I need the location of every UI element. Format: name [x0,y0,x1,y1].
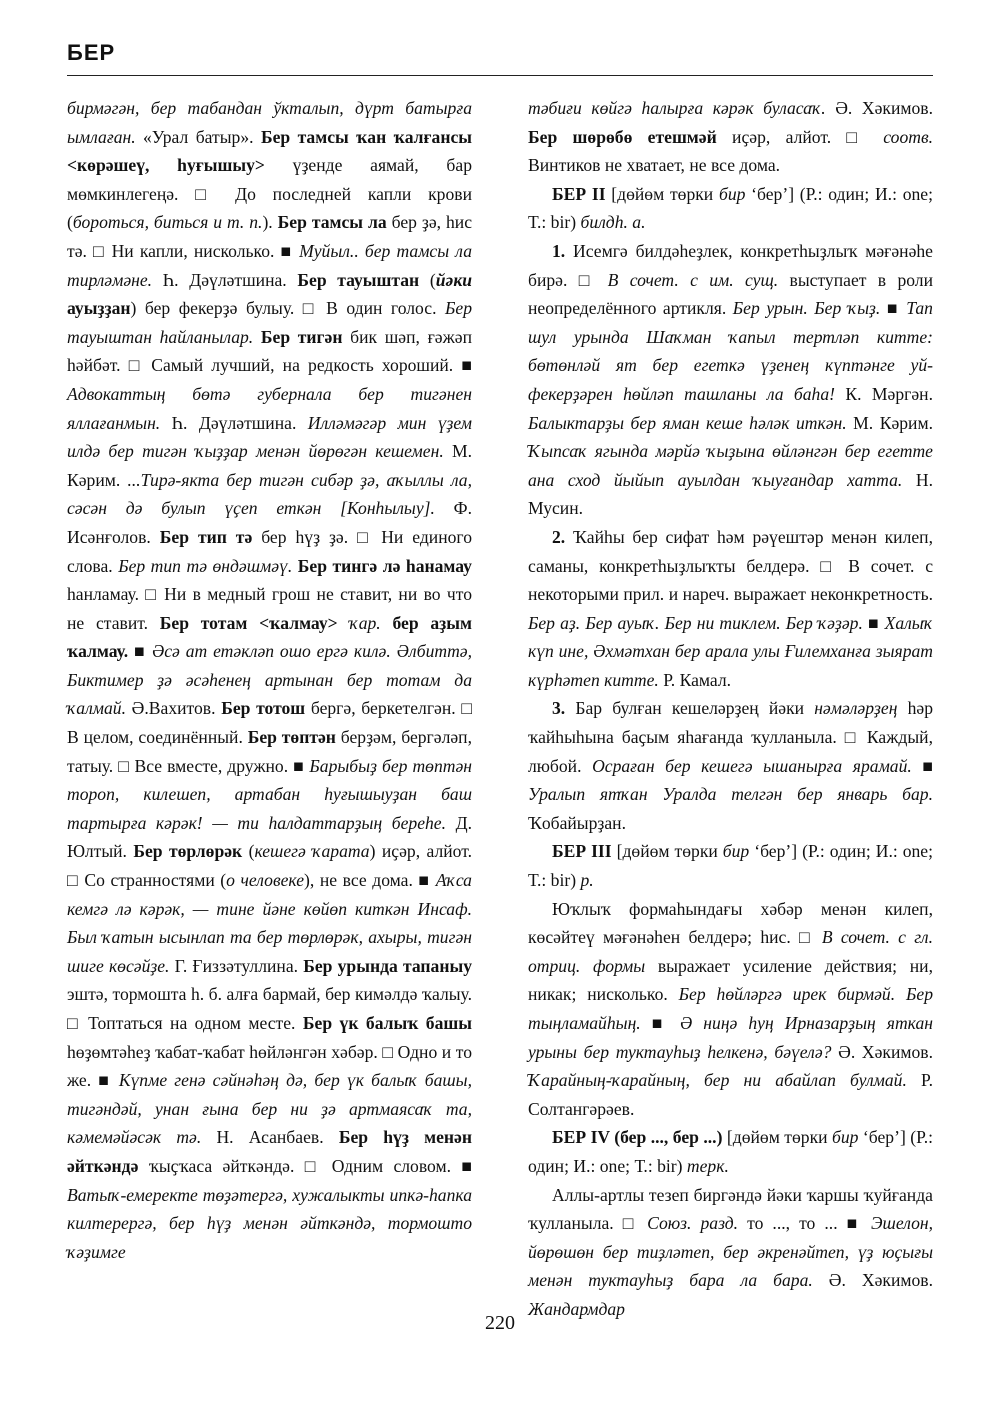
left-paragraph-1: бирмәгән, бер табандан ўкталып, дүрт батырға ымлаған. «Урал батыр». Бер тамсы ҡан ҡалғансы <көрәшеү, һуғышыу> үҙенде аямай, бар мөмкинлегеңә. □ До последней капли крови (бороться, биться и т. п.). Бер тамсы ла бер ҙә, һис тә. □ Ни капли, нисколько. ■ Муйыл.. бер тамсы ла тирләмәне. Һ. Дәүләтшина. Бер тауыштан (йәки ауыҙҙан) бер фекерҙә булыу. □ В один голос. Бер тауыштан һайланылар. Бер тигән бик шәп, ғәжәп һәйбәт. □ Самый лучший, на редкость хороший. ■ Адвокаттың бөтә губернала бер тигәнен яллағанмын. Һ. Дәүләтшина. Илләмәгәр мин үҙем илдә бер тигән ҡыҙҙар менән йөрөгән кешемен. М. Кәрим. ...Тирә-якта бер тигән сибәр ҙә, аҡыллы ла, сәсән дә булып үҫеп еткән [Конһылыу]. Ф. Исәнғолов. Бер тип тә бер һүҙ ҙә. □ Ни единого слова. Бер тип тә өндәшмәү. Бер тингә лә һанамау һанламау. □ Ни в медный грош не ставит, ни во что не ставит. Бер тотам <ҡалмау> ҡар. бер аҙым ҡалмау. ■ Әсә ат етәкләп ошо ергә килә. Әлбиттә, Биктимер ҙә әсәһенең артынан бер тотам да ҡалмай. Ә.Вахитов. Бер тотош бергә, беркетелгән. □ В целом, соединённый. Бер төптән берҙәм, бергәләп, татыу. □ Все вместе, дружно. ■ Барыбыҙ бер төптән тороп, килешеп, артабан һуғышыуҙан баш тартырға кәрәк! — ти һалдаттарҙың береһе. Д. Юлтый. Бер төрлөрәк (кешегә ҡарата) иҫәр, алйот. □ Со странностями (о человеке), не все дома. ■ Аҡса кемгә лә кәрәк, — тине йәне көйөп киткән Инсаф. Был ҡатын ысынлап та бер төрлөрәк, ахыры, тигән шиге көсәйҙе. Г. Ғиззәтуллина. Бер урында тапаныу эштә, тормошта һ. б. алға бармай, бер кимәлдә ҡалыу. □ Топтаться на одном месте. Бер үк балыҡ башы һөҙөмтәһеҙ ҡабат-ҡабат һөйләнгән хәбәр. □ Одно и то же. ■ Күпме генә сәйнәһәң дә, бер үк балыҡ башы, тигәндәй, унан ғына бер ни ҙә артмаясаҡ та, кәмемәйәсәк тә. Н. Асанбаев. Бер һүҙ менән әйткәндә ҡыҫҡаса әйткәндә. □ Одним словом. ■ Ватыҡ-емеректе төҙәтергә, хужалыкты ипкә-һапка килтерергә, бер һүҙ менән әйткәндә, тормошто ҡәҙимге [67,98,473,1262]
entry-ber-2-sense-1: 1. Исемгә билдәһеҙлек, конкретһыҙлыҡ мәғәнәһе бирә. □ В сочет. с им. сущ. выступает в роли неопределённого артикля. Бер урын. Бер ҡыҙ. ■ Тап шул урында Шаҡман ҡапыл тертләп китте: бөтөнләй ят бер егеткә үҙенең күптәнге уй-фекерҙәрен һөйләп ташланы ла баһа! К. Мәргән. Балыктарҙы бер яман кеше һәләк иткән. М. Кәрим. Ҡыпсаҡ ягында мәрйә ҡыҙына өйләнгән бер егетте ана сход йыйып ауылдан ҡыуғандар хатта. Н. Мусин. [528,240,933,519]
header-divider [67,75,933,76]
entry-ber-2-sense-3: 3. Бар булған кешеләрҙең йәки нәмәләрҙең һәр ҡайһыһына баҫым яһағанда ҡулланыла. □ Каждый, любой. Осраған бер кешегә ышанырға ярамай. ■ Уралып ятҡан Уралда телгән бер январь бар. Ҡобайырҙан. [528,698,934,833]
entry-ber-2-sense-2: 2. Ҡайһы бер сифат һәм рәүештәр менән килеп, саманы, конкретһыҙлыҡты белдерә. □ В сочет. с некоторыми прил. и нареч. выражает неконкретность. Бер аҙ. Бер ауыҡ. Бер ни тиклем. Бер ҡәҙәр. ■ Халыҡ күп ине, Әхмәтхан бер арала улы Ғилемханға зыярат күрһәтеп китте. Р. Камал. [528,526,933,690]
entry-ber-4-definition: Аллы-артлы тезеп биргәндә йәки ҡаршы ҡуйғанда ҡулланыла. □ Союз. разд. то ..., то ... ■ Эшелон, йөрөшөн бер тиҙләтеп, бер әкренәйтеп, үҙ юҫығы менән туктауһыҙ бара ла бара. Ә. Хәкимов. Жандармдар [528,1184,934,1319]
left-column [67,94,472,1266]
entry-ber-3-definition: Юҡлыҡ формаһындағы хәбәр менән килеп, көсәйтеү мәғәнәһен белдерә; һис. □ В сочет. с гл. отриц. формы выражает усиление действия; ни, никак; нисколько. Бер һөйләргә ирек бирмәй. Бер тыңламайһың. ■ Ә ниңә һуң Ирназарҙың яткан урыны бер туктауһыҙ һелкенә, бәүелә? Ә. Хәкимов. Ҡарайның-ҡарайның, бер ни абайлап булмай. Р. Солтангәрәев. [528,898,934,1119]
page-header-title: БЕР [67,40,116,65]
entry-ber-2-heading: БЕР II [дөйөм төрки бир ‘бер’] (Р.: один; И.: one; Т.: bir) билдһ. а. [528,183,933,233]
entry-ber-3-heading: БЕР III [дөйөм төрки бир ‘бер’] (Р.: один; И.: one; Т.: bir) р. [528,841,933,891]
page-number: 220 [485,1312,515,1334]
right-paragraph-1: тәбиғи көйгә һалырға кәрәк буласаҡ. Ә. Хәкимов. Бер шөрөбө етешмәй иҫәр, алйот. □ соотв. Винтиков не хватает, не все дома. [528,98,934,176]
entry-ber-4-heading: БЕР IV (бер ..., бер ...) [дөйөм төрки бир ‘бер’] (Р.: один; И.: one; Т.: bir) терк. [528,1127,933,1176]
right-column [528,94,933,1324]
